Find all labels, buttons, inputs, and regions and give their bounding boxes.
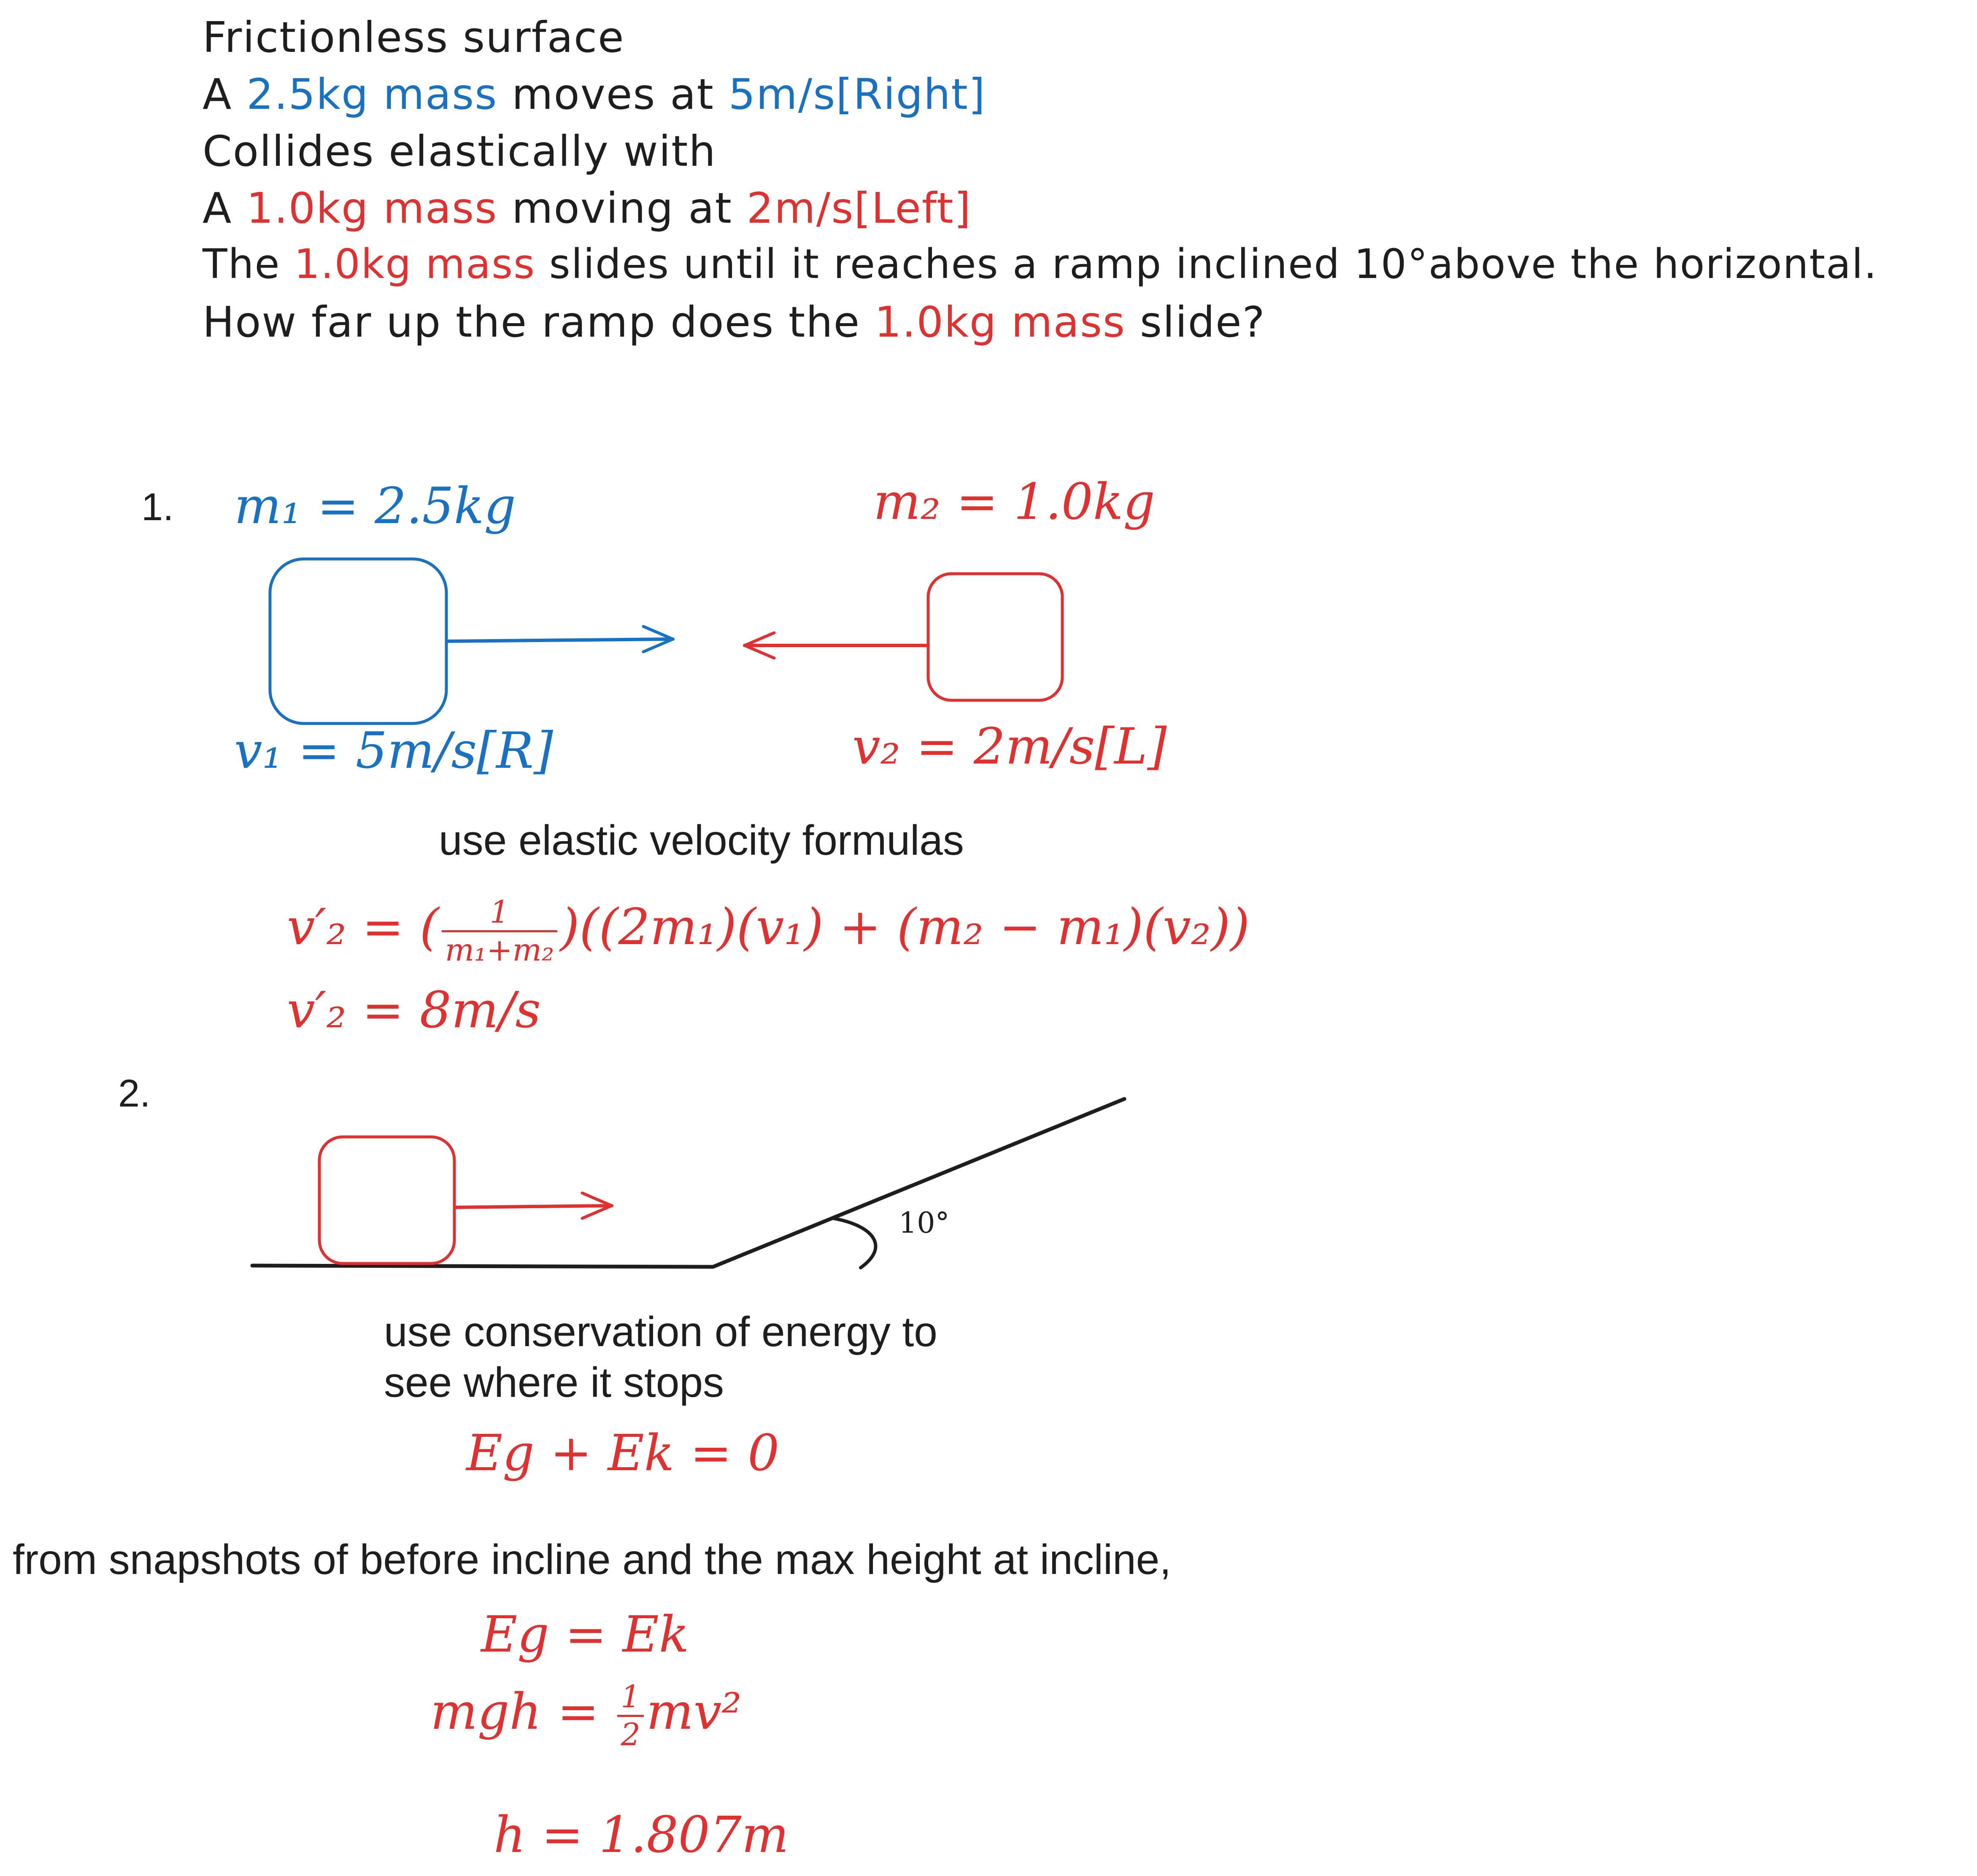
angle-label: 10° <box>899 1207 950 1240</box>
mass-2-text: 1.0kg mass <box>294 240 536 288</box>
mass-2-text: 1.0kg mass <box>246 184 498 233</box>
m1-label: m₁ = 2.5kg <box>234 477 516 535</box>
v2-label: v₂ = 2m/s[L] <box>852 717 1167 775</box>
eg-equals-ek: Eg = Ek <box>481 1605 689 1663</box>
problem-line-6 <box>203 297 1266 347</box>
energy-note-line-2: see where it stops <box>384 1359 724 1406</box>
energy-note-line-1: use conservation of energy to <box>384 1308 937 1355</box>
article: A <box>203 184 232 233</box>
moves-text: moves at <box>512 70 714 119</box>
velocity-arrow-ground <box>456 1206 612 1207</box>
v2-prime-result: v′₂ = 8m/s <box>287 981 541 1039</box>
mgh-equation <box>430 1679 742 1753</box>
m2-label: m₂ = 1.0kg <box>873 472 1155 531</box>
article: A <box>203 70 232 119</box>
problem-line-4 <box>203 184 972 233</box>
elastic-formula-note: use elastic velocity formulas <box>439 817 964 864</box>
energy-equation: Eg + Ek = 0 <box>466 1424 780 1482</box>
angle-arc <box>833 1218 875 1268</box>
ramp-description: slides until it reaches a ramp inclined 10°above the horizontal. <box>549 240 1878 288</box>
final-answer: h = 1.807m <box>494 1806 789 1864</box>
mgh-rhs: mv² <box>646 1682 742 1741</box>
fraction-denominator: m₁+m₂ <box>445 932 554 968</box>
half-fraction <box>617 1679 644 1753</box>
formula-fraction <box>442 894 558 968</box>
formula-lhs: v′₂ = ( <box>287 898 439 956</box>
mgh-lhs: mgh = <box>430 1682 615 1741</box>
block-m1 <box>270 559 446 723</box>
question-end: slide? <box>1140 297 1266 347</box>
question-text: How far up the ramp does the <box>203 297 861 347</box>
problem-line-5 <box>203 240 1877 288</box>
v1-label: v₁ = 5m/s[R] <box>234 721 554 780</box>
problem-line-1: Frictionless surface <box>203 13 625 62</box>
fraction-numerator: 1 <box>442 894 558 932</box>
half-denominator: 2 <box>621 1717 640 1753</box>
moving-text: moving at <box>512 184 732 233</box>
elastic-formula <box>287 894 1250 968</box>
formula-rhs: )((2m₁)(v₁) + (m₂ − m₁)(v₂)) <box>560 898 1250 956</box>
problem-line-2 <box>203 70 986 119</box>
block-m2 <box>928 574 1062 700</box>
velocity-2-text: 2m/s[Left] <box>746 184 972 233</box>
half-numerator: 1 <box>617 1679 644 1717</box>
snapshot-note: from snapshots of before incline and the max height at incline, <box>13 1536 1172 1583</box>
problem-line-3: Collides elastically with <box>203 127 716 176</box>
mass-1-text: 2.5kg mass <box>246 70 498 119</box>
velocity-arrow-m1 <box>447 639 673 641</box>
mass-2-text: 1.0kg mass <box>874 297 1126 347</box>
velocity-1-text: 5m/s[Right] <box>728 70 986 119</box>
the-text: The <box>203 240 281 288</box>
ground-and-ramp <box>252 1099 1124 1267</box>
block-on-ground <box>319 1137 454 1263</box>
step-2-number: 2. <box>118 1072 151 1115</box>
step-1-number: 1. <box>141 486 174 529</box>
